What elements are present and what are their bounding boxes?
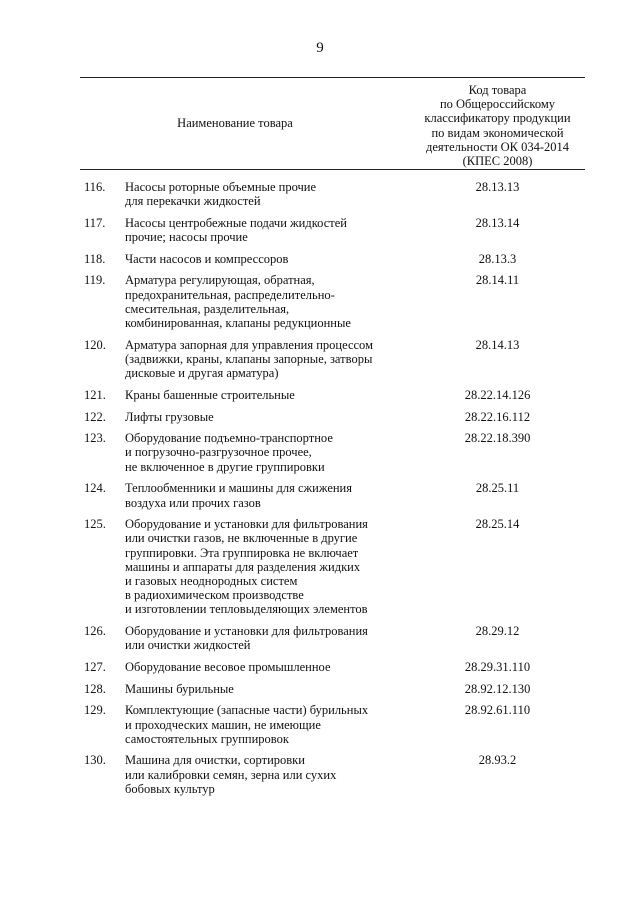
product-name — [125, 660, 425, 674]
row-number: 118. — [84, 251, 106, 266]
table-row — [0, 338, 640, 388]
table-row — [0, 481, 640, 517]
product-name-line: предохранительная, распределительно- — [125, 287, 335, 302]
product-name — [125, 703, 425, 746]
product-name-line: Комплектующие (запасные части) бурильных — [125, 703, 369, 718]
product-name-line: (задвижки, краны, клапаны запорные, затворы — [125, 351, 373, 366]
product-code: 28.13.3 — [478, 251, 517, 266]
product-name — [125, 410, 425, 424]
product-name — [125, 180, 425, 208]
product-name-line: Насосы роторные объемные прочие — [125, 180, 317, 194]
table-body — [0, 180, 640, 804]
table-row — [0, 660, 640, 682]
table-row — [0, 273, 640, 337]
product-name-line: воздуха или прочих газов — [125, 495, 261, 510]
product-name-line: и изготовлении тепловыделяющих элементов — [125, 602, 368, 617]
product-name-line: Арматура запорная для управления процессом — [125, 337, 373, 352]
product-name — [125, 388, 425, 402]
product-name — [125, 682, 425, 696]
table-row — [0, 410, 640, 432]
product-name — [125, 216, 425, 244]
row-number: 126. — [84, 624, 106, 639]
product-name — [125, 338, 425, 381]
product-name — [125, 273, 425, 330]
product-name-line: Машина для очистки, сортировки — [125, 753, 305, 768]
page-number: 9 — [316, 40, 324, 56]
product-code: 28.92.61.110 — [464, 703, 531, 718]
column-header-code-line: по видам экономической — [431, 125, 564, 140]
product-name — [125, 624, 425, 652]
product-name-line: Лифты грузовые — [125, 409, 214, 424]
product-code: 28.14.13 — [475, 337, 520, 352]
column-header-code-line: классификатору продукции — [424, 111, 571, 126]
product-name-line: комбинированная, клапаны редукционные — [125, 316, 351, 331]
table-row — [0, 252, 640, 274]
product-name-line: Оборудование и установки для фильтрования — [125, 517, 368, 532]
product-code: 28.29.12 — [475, 624, 520, 639]
product-code: 28.22.18.390 — [464, 431, 531, 446]
row-number: 129. — [84, 703, 106, 718]
product-code: 28.22.14.126 — [464, 387, 531, 402]
table-row — [0, 682, 640, 704]
table-row — [0, 517, 640, 624]
column-header-name: Наименование товара — [177, 116, 293, 130]
product-code: 28.14.11 — [475, 273, 520, 288]
row-number: 119. — [84, 273, 106, 288]
row-number: 124. — [84, 481, 106, 496]
product-name-line: Теплообменники и машины для сжижения — [125, 481, 352, 496]
product-name — [125, 481, 425, 509]
product-name-line: в радиохимическом производстве — [125, 588, 304, 603]
row-number: 121. — [84, 387, 106, 402]
product-name-line: не включенное в другие группировки — [125, 459, 325, 474]
product-name-line: Части насосов и компрессоров — [125, 251, 289, 266]
product-name-line: и погрузочно-разгрузочное прочее, — [125, 445, 312, 460]
row-number: 130. — [84, 753, 106, 768]
product-name-line: для перекачки жидкостей — [125, 194, 261, 209]
product-name-line: бобовых культур — [125, 781, 215, 796]
product-name-line: дисковые и другая арматура) — [125, 366, 279, 381]
table-row — [0, 388, 640, 410]
row-number: 122. — [84, 409, 106, 424]
table-row — [0, 216, 640, 252]
product-name-line: или очистки газов, не включенные в другие — [125, 531, 358, 546]
product-code: 28.29.31.110 — [464, 660, 531, 674]
table-row — [0, 703, 640, 753]
product-code: 28.92.12.130 — [464, 681, 531, 696]
product-name-line: или калибровки семян, зерна или сухих — [125, 767, 337, 782]
product-code: 28.25.11 — [475, 481, 520, 496]
row-number: 116. — [84, 180, 106, 194]
column-header-code-line: деятельности ОК 034-2014 — [425, 139, 570, 154]
product-name — [125, 753, 425, 796]
table-row — [0, 624, 640, 660]
product-code: 28.93.2 — [478, 753, 517, 768]
row-number: 128. — [84, 681, 106, 696]
product-name-line: Машины бурильные — [125, 681, 234, 696]
column-header-code-line: по Общероссийскому — [439, 97, 556, 112]
product-code: 28.13.13 — [475, 180, 520, 194]
table-header — [80, 77, 585, 170]
product-name-line: Оборудование весовое промышленное — [125, 660, 331, 674]
row-number: 127. — [84, 660, 106, 674]
product-code: 28.22.16.112 — [464, 409, 531, 424]
product-name-line: Краны башенные строительные — [125, 387, 295, 402]
product-code: 28.25.14 — [475, 517, 520, 532]
product-name-line: Оборудование подъемно-транспортное — [125, 431, 333, 446]
column-header-code — [410, 83, 585, 168]
product-name-line: Оборудование и установки для фильтрования — [125, 624, 368, 639]
row-number: 117. — [84, 215, 106, 230]
product-name-line: самостоятельных группировок — [125, 731, 289, 746]
product-name-line: машины и аппараты для разделения жидких — [125, 559, 361, 574]
product-name — [125, 517, 425, 616]
product-name-line: и проходческих машин, не имеющие — [125, 717, 321, 732]
product-name — [125, 252, 425, 266]
row-number: 125. — [84, 517, 106, 532]
product-name-line: или очистки жидкостей — [125, 638, 251, 653]
product-name — [125, 431, 425, 474]
table-row — [0, 431, 640, 481]
row-number: 120. — [84, 337, 106, 352]
product-name-line: Насосы центробежные подачи жидкостей — [125, 215, 347, 230]
row-number: 123. — [84, 431, 106, 446]
product-name-line: Арматура регулирующая, обратная, — [125, 273, 315, 288]
table-row — [0, 753, 640, 803]
column-header-code-line: Код товара — [468, 83, 527, 97]
product-code: 28.13.14 — [475, 215, 520, 230]
table-row — [0, 180, 640, 216]
product-name-line: прочие; насосы прочие — [125, 230, 248, 245]
product-name-line: и газовых неоднородных систем — [125, 574, 298, 589]
column-header-code-line: (КПЕС 2008) — [462, 154, 533, 169]
product-name-line: смесительная, разделительная, — [125, 301, 290, 316]
product-name-line: группировки. Эта группировка не включает — [125, 545, 359, 560]
